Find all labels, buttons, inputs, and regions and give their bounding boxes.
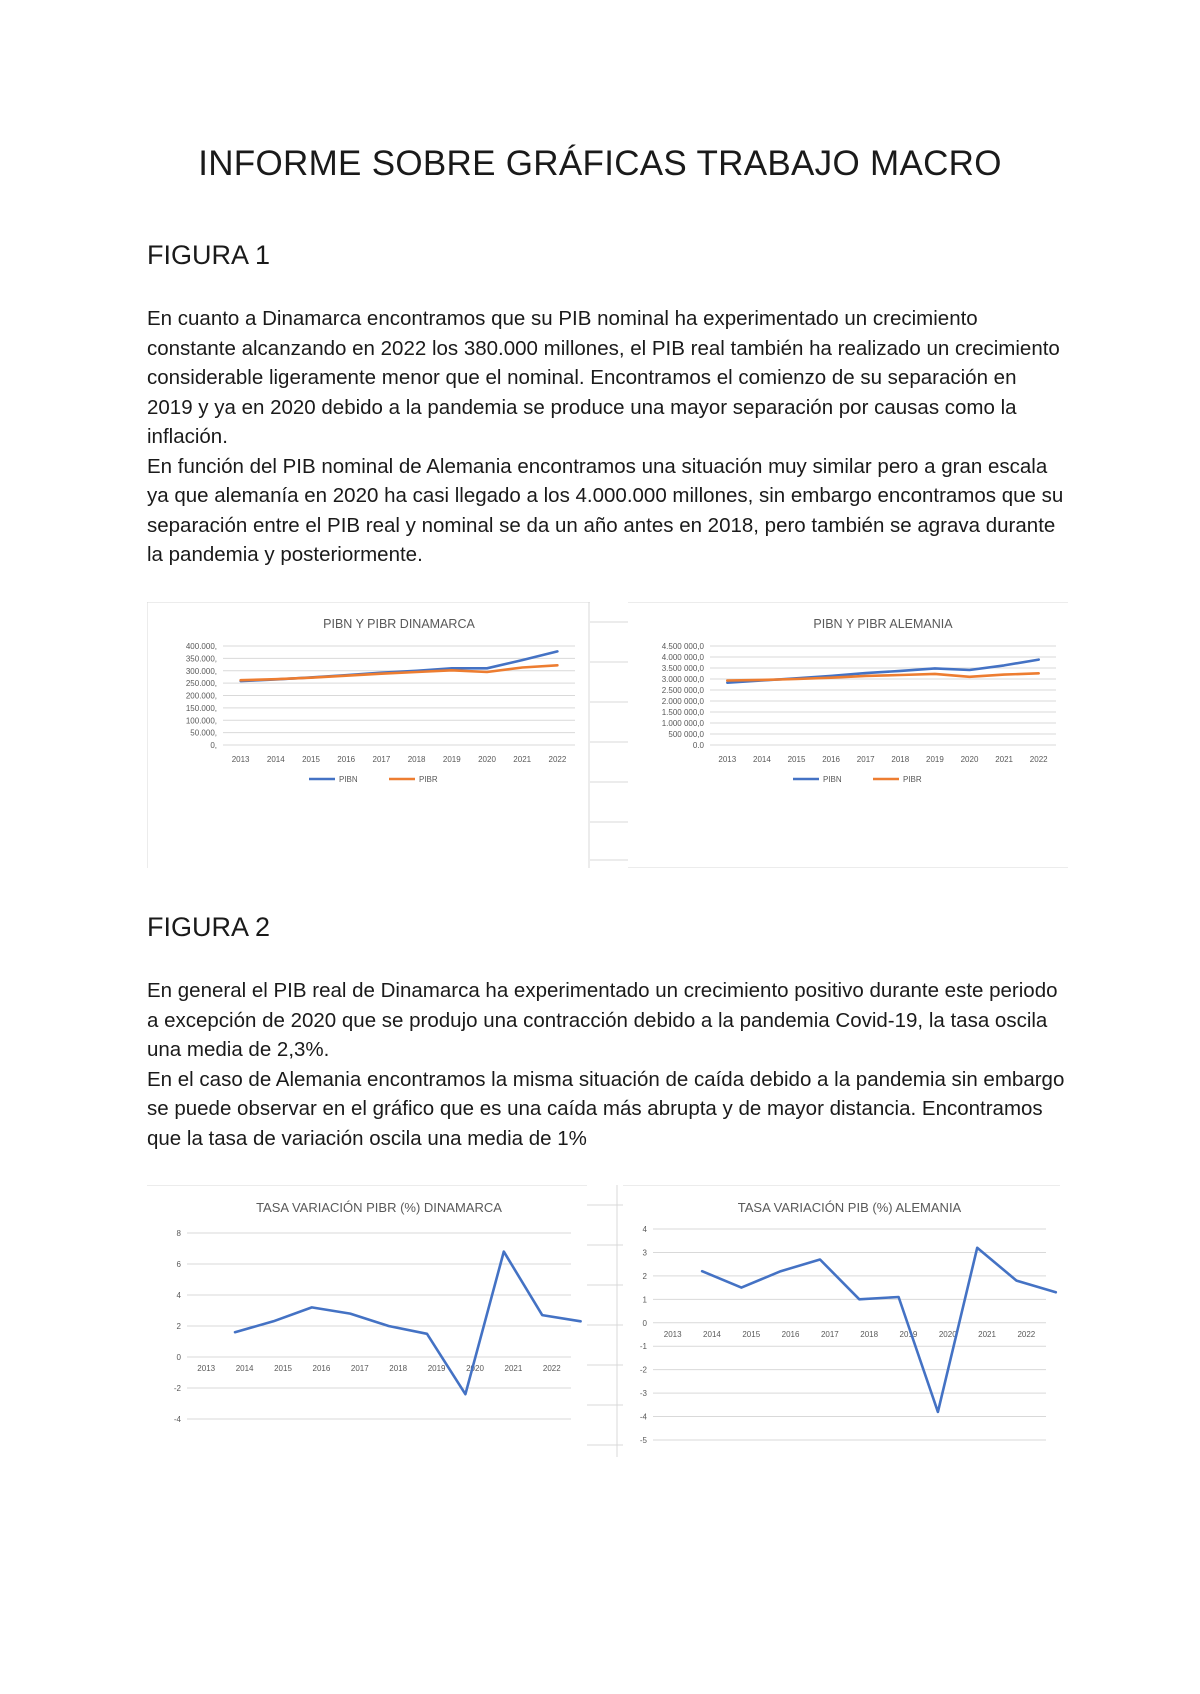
x-tick-label: 2017 [820, 1329, 839, 1339]
section-2-body [147, 976, 1067, 1153]
y-tick-label: 6 [176, 1260, 181, 1269]
legend-label: PIBN [823, 775, 842, 784]
x-tick-label: 2019 [926, 755, 944, 764]
y-tick-label: -2 [639, 1365, 647, 1375]
y-tick-label: 150.000, [185, 703, 217, 713]
x-tick-label: 2018 [860, 1329, 879, 1339]
x-tick-label: 2019 [899, 1329, 918, 1339]
x-tick-label: 2020 [466, 1364, 484, 1373]
y-tick-label: 4.000 000,0 [661, 653, 704, 662]
y-tick-label: -5 [639, 1436, 647, 1445]
y-tick-label: 2.500 000,0 [661, 686, 704, 695]
x-tick-label: 2021 [513, 755, 532, 764]
y-tick-label: 2.000 000,0 [661, 697, 704, 706]
x-tick-label: 2013 [718, 755, 737, 764]
y-tick-label: 500 000,0 [668, 730, 704, 739]
x-tick-label: 2018 [891, 755, 910, 764]
y-tick-label: 4 [642, 1225, 647, 1234]
paragraph: En función del PIB nominal de Alemania encontramos una situación muy similar pero a gran escala ya que alemanía en 2020 ha casi llegado a los 4.000.000 millones, sin embargo encontramos que su separación entre el PIB real y nominal se da un año antes en 2018, pero también se agrava durante la pandemia y posteriormente. [147, 454, 1064, 566]
legend-label: PIBN [339, 775, 358, 784]
document-title: INFORME SOBRE GRÁFICAS TRABAJO MACRO [198, 144, 1002, 183]
y-tick-label: -3 [639, 1389, 647, 1399]
x-tick-label: 2014 [753, 755, 771, 764]
section-heading-figura-1: FIGURA 1 [147, 240, 271, 270]
legend-label: PIBR [419, 775, 438, 784]
paragraph: En el caso de Alemania encontramos la misma situación de caída debido a la pandemia sin embargo se puede observar en el gráfico que es una caída más abrupta y de mayor distancia. Encontramos que la tasa de variación oscila una media de 1% [147, 1067, 1065, 1150]
y-tick-label: 1 [642, 1295, 647, 1305]
chart-svg [147, 602, 590, 868]
y-tick-label: -2 [173, 1384, 181, 1393]
x-tick-label: 2014 [266, 755, 285, 764]
chart-divider-gridlines-2 [587, 1185, 623, 1457]
x-tick-label: 2013 [231, 755, 250, 764]
y-tick-label: -1 [639, 1342, 647, 1352]
y-tick-label: 4.500 000,0 [661, 642, 704, 651]
x-tick-label: 2017 [350, 1364, 369, 1373]
y-tick-label: 0 [642, 1318, 647, 1328]
x-tick-label: 2016 [781, 1329, 800, 1339]
series-line [241, 651, 558, 681]
y-tick-label: 0.0 [692, 741, 704, 750]
chart-svg [147, 1185, 587, 1457]
y-tick-label: 250.000, [185, 679, 217, 689]
x-tick-label: 2019 [427, 1364, 446, 1373]
chart-title: TASA VARIACIÓN PIBR (%) DINAMARCA [256, 1200, 502, 1215]
chart-svg [623, 1185, 1060, 1457]
y-tick-label: 0, [210, 741, 217, 750]
paragraph: En cuanto a Dinamarca encontramos que su PIB nominal ha experimentado un crecimiento constante alcanzando en 2022 los 380.000 millones, el PIB real también ha realizado un crecimiento considerable ligeramente menor que el nominal. Encontramos el comienzo de su separación en 2019 y ya en 2020 debido a la pandemia se produce una mayor separación por causas como la inflación. [147, 307, 1060, 448]
chart-title: TASA VARIACIÓN PIB (%) ALEMANIA [737, 1200, 962, 1215]
y-tick-label: 3.000 000,0 [661, 675, 704, 684]
x-tick-label: 2015 [302, 755, 320, 764]
chart-pib-alemania [628, 602, 1068, 868]
y-tick-label: -4 [639, 1412, 647, 1422]
chart-tasa-dinamarca [147, 1185, 587, 1457]
paragraph: En general el PIB real de Dinamarca ha experimentado un crecimiento positivo durante este periodo a excepción de 2020 que se produjo una contracción debido a la pandemia Covid-19, la tasa oscila una media de 2,3%. [147, 979, 1058, 1061]
y-tick-label: 1.000 000,0 [661, 719, 704, 728]
section-heading-figura-2: FIGURA 2 [147, 912, 271, 942]
section-1-body [147, 304, 1067, 570]
y-tick-label: 3 [642, 1248, 647, 1258]
y-tick-label: 200.000, [185, 691, 217, 701]
chart-pib-dinamarca [147, 602, 590, 868]
x-tick-label: 2021 [978, 1329, 996, 1339]
series-line [241, 665, 558, 680]
x-tick-label: 2016 [312, 1364, 331, 1373]
x-tick-label: 2013 [663, 1329, 682, 1339]
chart-title: PIBN Y PIBR DINAMARCA [323, 617, 475, 631]
x-tick-label: 2015 [787, 755, 806, 764]
chart-tasa-alemania [623, 1185, 1060, 1457]
y-tick-label: 2 [176, 1322, 181, 1331]
chart-fragment [590, 602, 628, 868]
y-tick-label: 2 [642, 1271, 647, 1281]
y-tick-label: 8 [176, 1229, 181, 1238]
x-tick-label: 2020 [960, 755, 979, 764]
x-tick-label: 2020 [938, 1329, 957, 1339]
x-tick-label: 2022 [1029, 755, 1048, 764]
x-tick-label: 2018 [389, 1364, 408, 1373]
x-tick-label: 2016 [337, 755, 356, 764]
x-tick-label: 2015 [742, 1329, 761, 1339]
x-tick-label: 2022 [1017, 1329, 1036, 1339]
x-tick-label: 2016 [822, 755, 840, 764]
legend-label: PIBR [903, 775, 922, 784]
x-tick-label: 2018 [407, 755, 426, 764]
x-tick-label: 2017 [856, 755, 875, 764]
y-tick-label: 0 [176, 1353, 181, 1362]
chart-svg [628, 602, 1068, 868]
x-tick-label: 2021 [995, 755, 1013, 764]
chart-divider-gridlines [590, 602, 628, 868]
x-tick-label: 2022 [548, 755, 567, 764]
y-tick-label: 50.000, [190, 728, 217, 738]
y-tick-label: 1.500 000,0 [661, 708, 704, 717]
y-tick-label: 100.000, [185, 716, 217, 726]
y-tick-label: 3.500 000,0 [661, 664, 704, 673]
y-tick-label: 350.000, [185, 654, 217, 664]
x-tick-label: 2021 [504, 1364, 523, 1373]
x-tick-label: 2019 [442, 755, 461, 764]
x-tick-label: 2022 [542, 1364, 561, 1373]
x-tick-label: 2017 [372, 755, 391, 764]
chart-title: PIBN Y PIBR ALEMANIA [813, 617, 953, 631]
y-tick-label: -4 [173, 1415, 181, 1424]
x-tick-label: 2014 [235, 1364, 254, 1373]
y-tick-label: 4 [176, 1291, 181, 1300]
y-tick-label: 300.000, [185, 666, 217, 676]
x-tick-label: 2015 [274, 1364, 292, 1373]
chart-fragment [587, 1185, 623, 1457]
y-tick-label: 400.000, [185, 642, 217, 651]
x-tick-label: 2014 [703, 1329, 721, 1339]
x-tick-label: 2020 [478, 755, 496, 764]
x-tick-label: 2013 [197, 1364, 216, 1373]
